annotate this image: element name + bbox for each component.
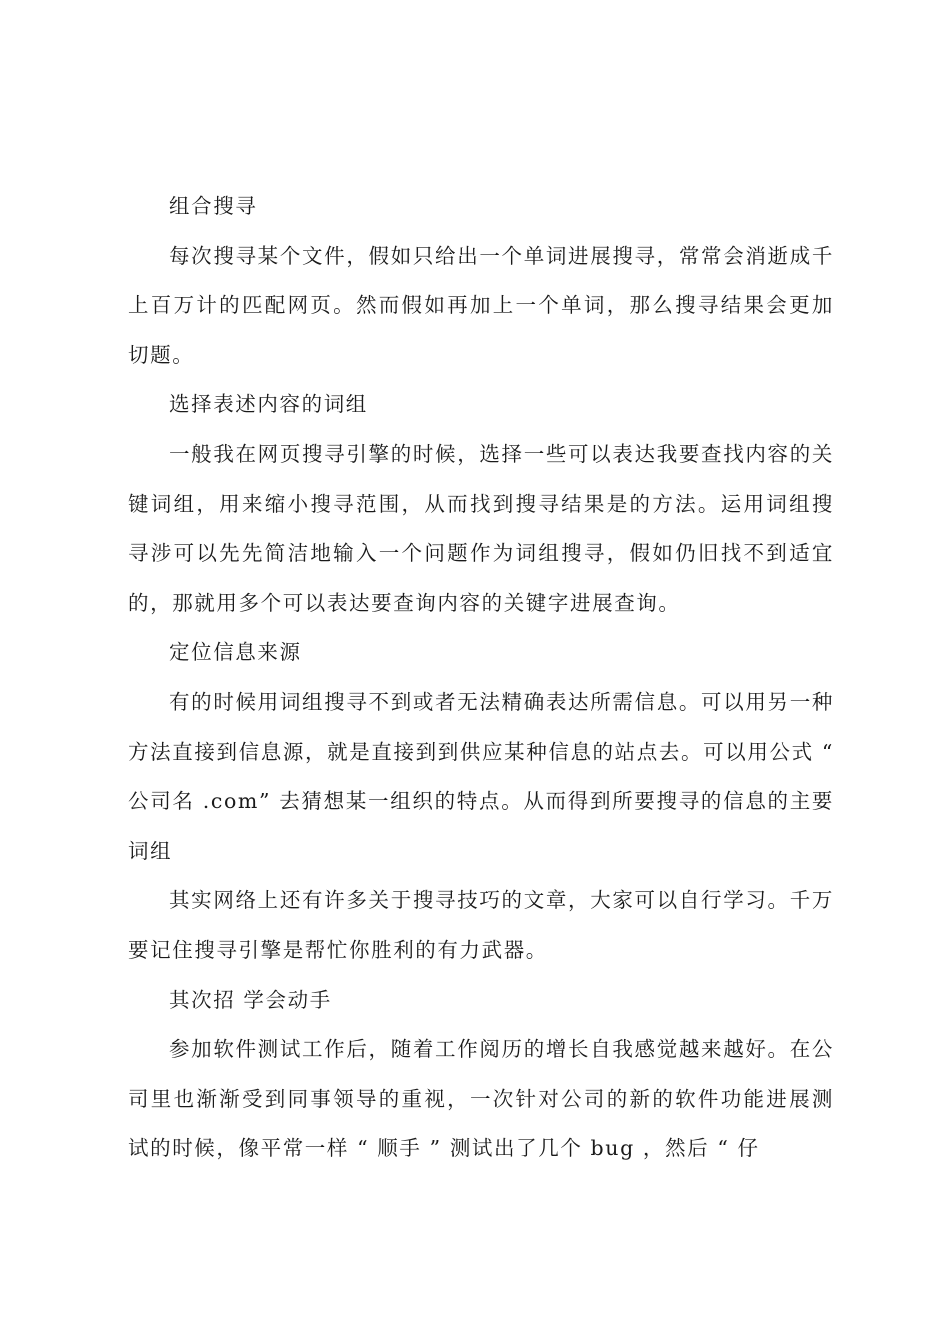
paragraph-second-trick: 参加软件测试工作后，随着工作阅历的增长自我感觉越来越好。在公司里也渐渐受到同事领导的重视，一次针对公司的新的软件功能进展测试的时候，像平常一样 “ 顺手 ” 测试出了几个 bug ，然后 “ 仔	[128, 1037, 834, 1161]
paragraph-locate-source: 有的时候用词组搜寻不到或者无法精确表达所需信息。可以用另一种方法直接到信息源，就是直接到到供应某种信息的站点去。可以用公式 “ 公司名 .com” 去猜想某一组织的特点。从而得到所要搜寻的信息的主要词组	[128, 689, 834, 863]
paragraph-choose-phrases: 一般我在网页搜寻引擎的时候，选择一些可以表达我要查找内容的关键词组，用来缩小搜寻范围，从而找到搜寻结果是的方法。运用词组搜寻涉可以先先简洁地输入一个问题作为词组搜寻，假如仍旧找不到适宜的，那就用多个可以表达要查询内容的关键字进展查询。	[128, 441, 834, 615]
paragraph-search-tips: 其实网络上还有许多关于搜寻技巧的文章，大家可以自行学习。千万要记住搜寻引擎是帮忙你胜利的有力武器。	[128, 888, 834, 962]
section-heading-locate-source: 定位信息来源	[169, 640, 302, 665]
section-heading-combined-search: 组合搜寻	[169, 194, 258, 218]
section-heading-choose-phrases: 选择表述内容的词组	[169, 392, 368, 417]
paragraph-combined-search: 每次搜寻某个文件，假如只给出一个单词进展搜寻，常常会消逝成千上百万计的匹配网页。然而假如再加上一个单词，那么搜寻结果会更加切题。	[128, 243, 834, 367]
document-body	[128, 182, 834, 1174]
section-heading-second-trick: 其次招 学会动手	[169, 987, 332, 1012]
